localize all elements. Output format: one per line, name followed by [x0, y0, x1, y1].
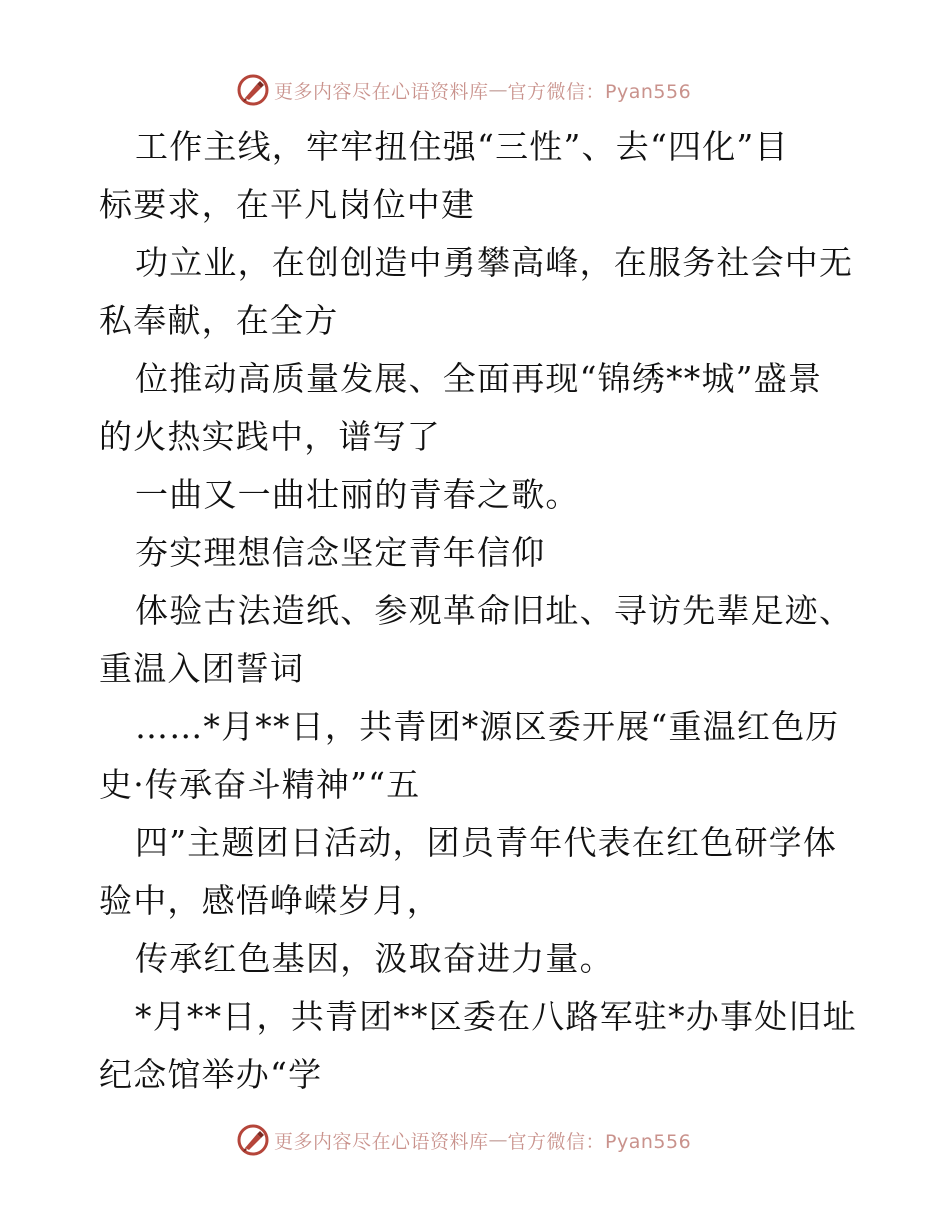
watermark-footer — [236, 1123, 691, 1157]
watermark-wechat: 官方微信：Pyan556 — [507, 1130, 692, 1153]
pen-logo-icon — [236, 1123, 270, 1157]
watermark-text: 更多内容尽在心语资料库 — [274, 1130, 489, 1153]
text-line: 位推动高质量发展、全面再现“锦绣**城”盛景 — [135, 359, 823, 398]
watermark-separator: — — [488, 1129, 508, 1151]
text-line: 标要求，在平凡岗位中建 — [99, 185, 476, 224]
section-heading: 夯实理想信念坚定青年信仰 — [135, 533, 546, 572]
text-line: 私奉献，在全方 — [99, 301, 339, 340]
watermark-separator: — — [488, 79, 508, 101]
text-line: 功立业，在创创造中勇攀高峰，在服务社会中无 — [135, 243, 854, 282]
text-line: 纪念馆举办“学 — [99, 1055, 323, 1094]
text-line: ……*月**日，共青团*源区委开展“重温红色历 — [135, 707, 840, 746]
document-body — [99, 118, 859, 1104]
text-line: *月**日，共青团**区委在八路军驻*办事处旧址 — [135, 997, 857, 1036]
watermark-text: 更多内容尽在心语资料库 — [274, 80, 489, 103]
watermark-wechat: 官方微信：Pyan556 — [507, 80, 692, 103]
pen-logo-icon — [236, 73, 270, 107]
text-line: 工作主线，牢牢扭住强“三性”、去“四化”目 — [135, 127, 789, 166]
text-line: 体验古法造纸、参观革命旧址、寻访先辈足迹、 — [135, 591, 854, 630]
text-line: 史·传承奋斗精神”“五 — [99, 765, 421, 804]
watermark-header — [236, 73, 691, 107]
text-line: 验中，感悟峥嵘岁月， — [99, 881, 441, 920]
text-line: 一曲又一曲壮丽的青春之歌。 — [135, 475, 580, 514]
text-line: 传承红色基因，汲取奋进力量。 — [135, 939, 614, 978]
text-line: 四”主题团日活动，团员青年代表在红色研学体 — [135, 823, 838, 862]
text-line: 的火热实践中，谱写了 — [99, 417, 441, 456]
text-line: 重温入团誓词 — [99, 649, 305, 688]
